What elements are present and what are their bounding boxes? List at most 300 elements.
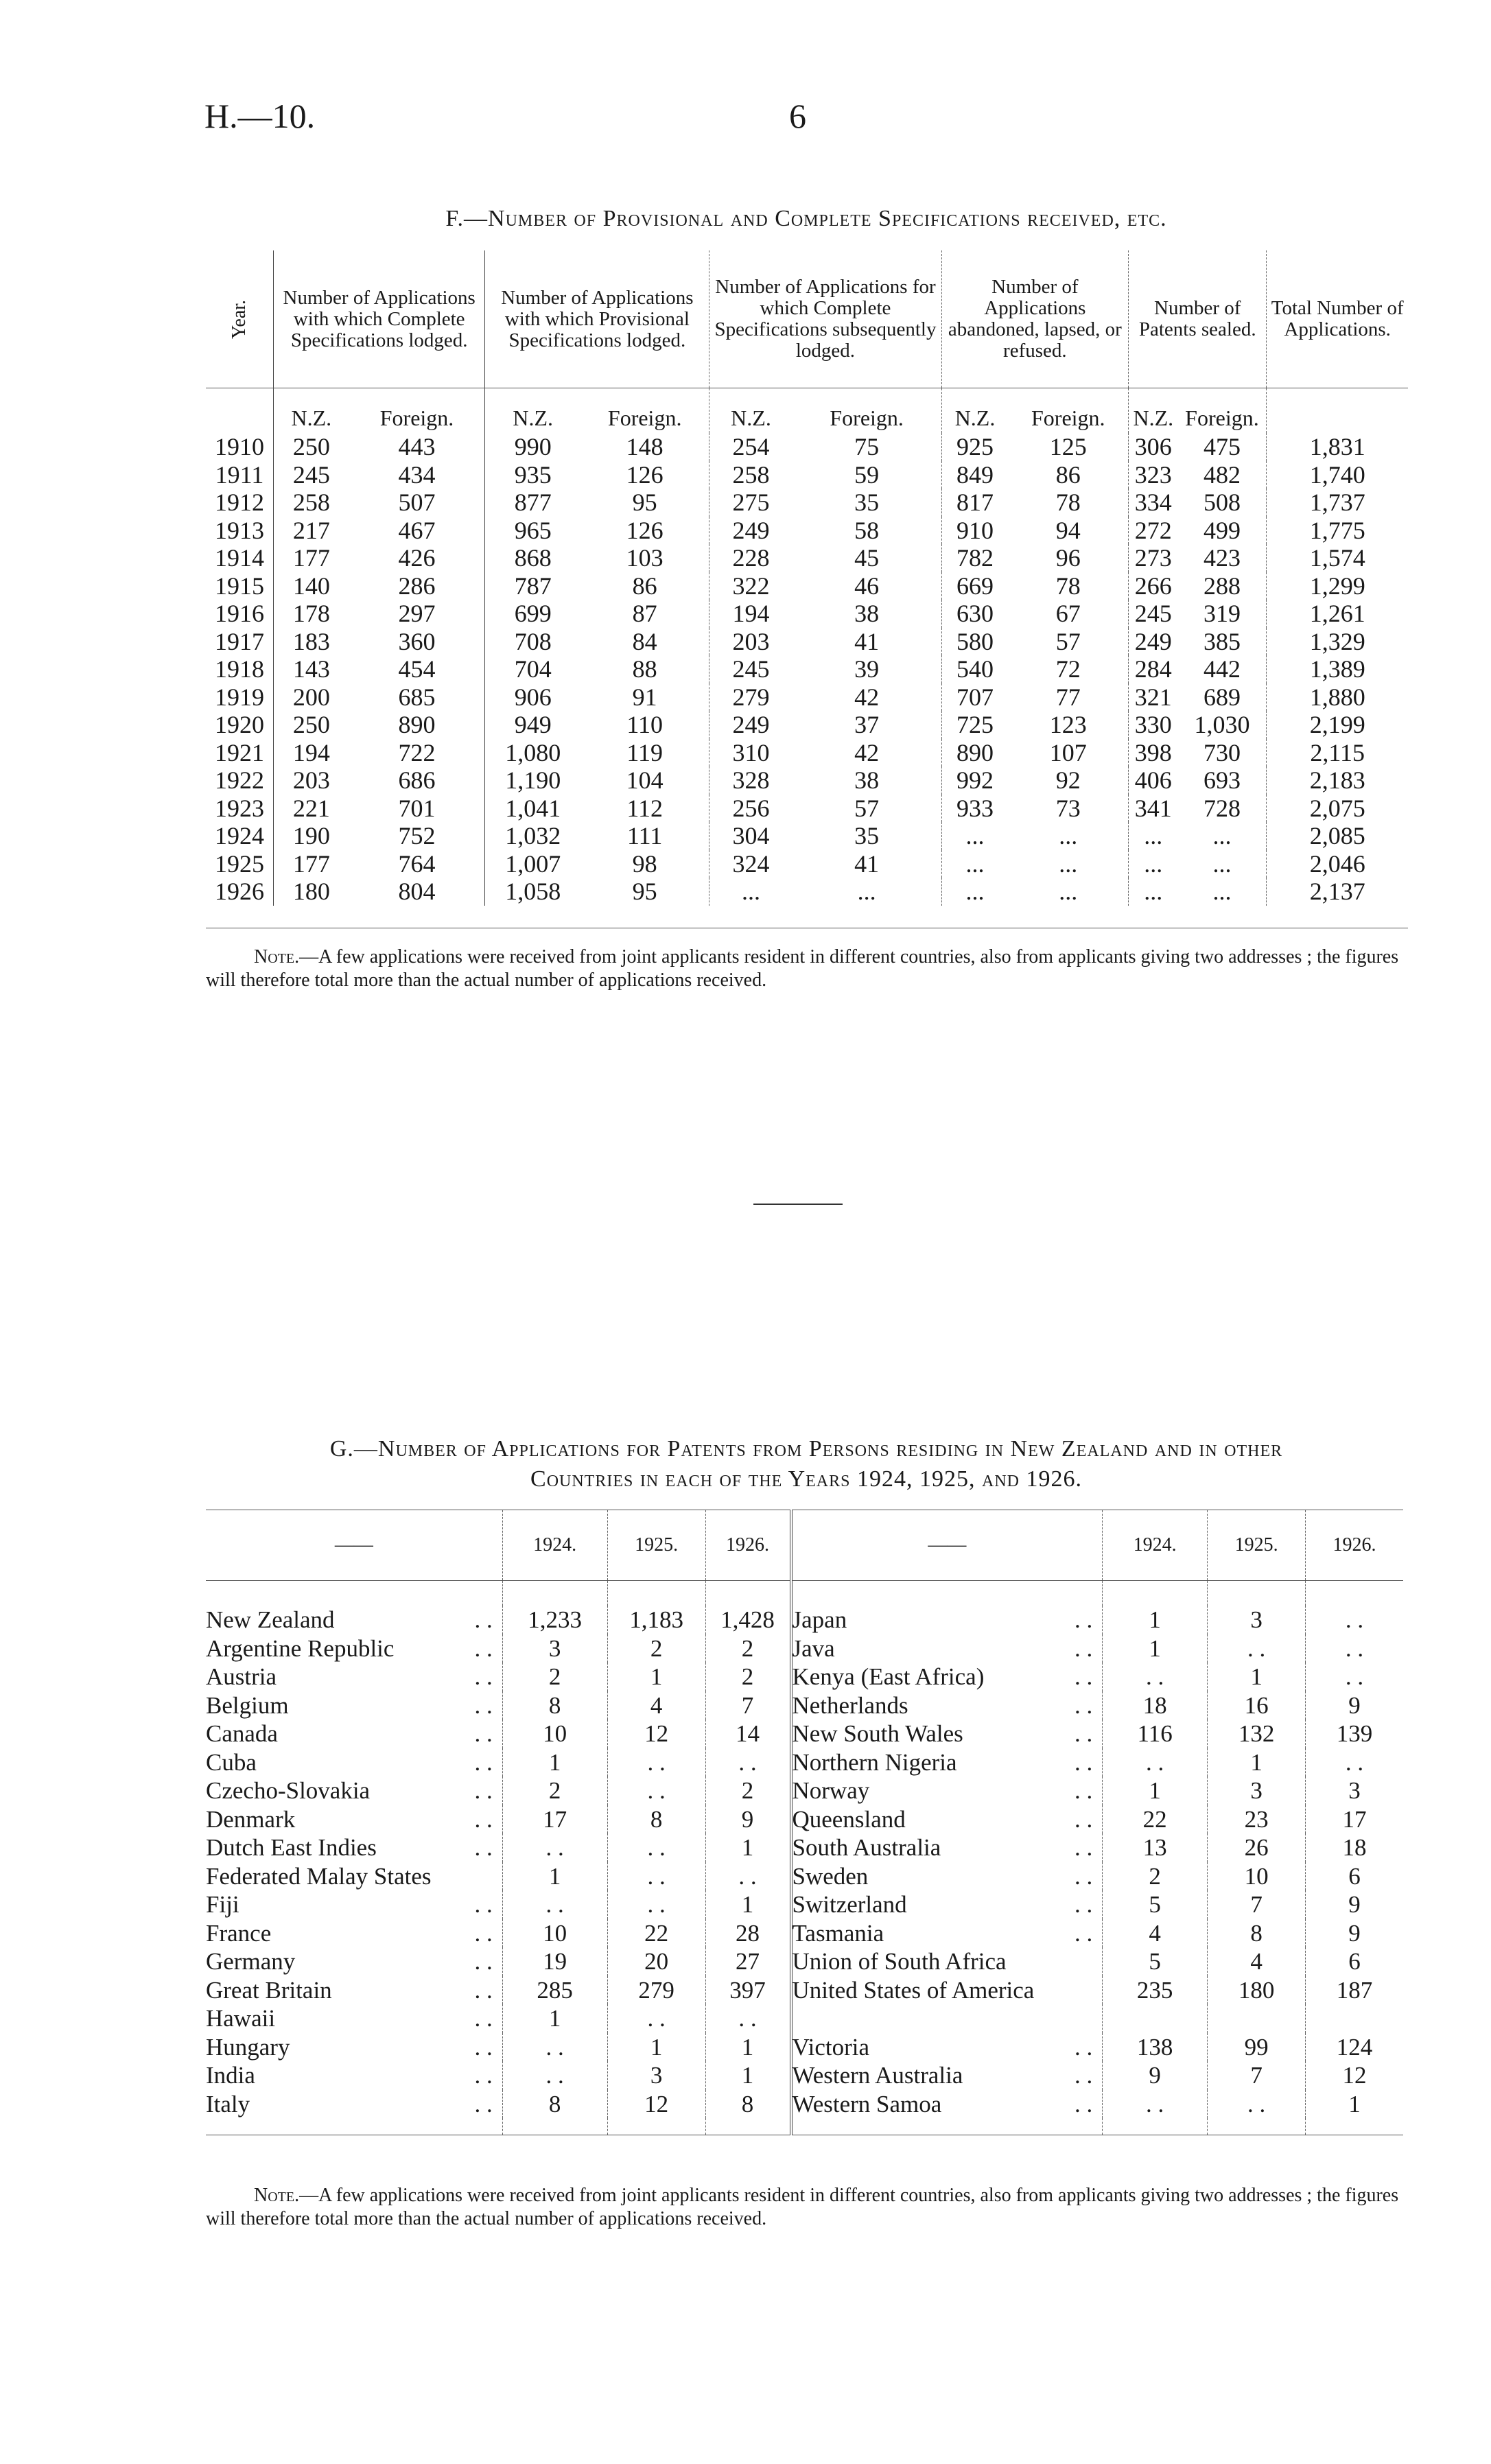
total-cell: 2,137 [1309, 878, 1365, 906]
value-cell: 273 [1134, 544, 1172, 572]
country-name: Czecho-Slovakia [206, 1777, 371, 1804]
value-1926: 17 [1342, 1805, 1367, 1833]
value-cell: 467 [349, 517, 485, 545]
value-cell: 266 [1134, 572, 1172, 600]
value-1924: 4 [1103, 1919, 1208, 1948]
value-cell: 256 [732, 794, 770, 822]
table-g-row [206, 1634, 1403, 1663]
value-cell: 57 [1008, 628, 1128, 656]
value-cell: 258 [732, 460, 770, 489]
table-f-row [206, 878, 1408, 906]
leader-dots: . . [1074, 1891, 1093, 1918]
table-g-row [206, 1833, 1403, 1862]
value-cell: ... [1008, 850, 1128, 878]
col-sealed-header: Number of Patents sealed. [1129, 250, 1267, 388]
value-1924: 285 [502, 1976, 607, 2005]
value-1926: 6 [1348, 1948, 1361, 1975]
value-1926: 2 [705, 1634, 790, 1663]
value-cell: 190 [292, 822, 330, 850]
value-cell: 41 [793, 628, 941, 656]
table-f-row [206, 739, 1408, 767]
country-cell [791, 1776, 1103, 1805]
total-cell: 1,574 [1309, 544, 1365, 572]
value-1924: 235 [1103, 1976, 1208, 2033]
value-cell: ... [1177, 850, 1266, 878]
value-1924: . . [1103, 2090, 1208, 2119]
value-cell: 200 [292, 683, 330, 711]
value-cell: 45 [793, 544, 941, 572]
value-cell: 730 [1177, 739, 1266, 767]
value-cell: 119 [580, 739, 709, 767]
leader-dots: . . [1074, 1862, 1093, 1890]
country-name: Norway [792, 1777, 870, 1804]
country-name: Denmark [206, 1805, 296, 1833]
country-name: Sweden [792, 1862, 869, 1890]
country-cell [206, 1833, 502, 1862]
value-cell: 221 [292, 794, 330, 822]
country-cell [791, 2061, 1103, 2090]
country-name: Western Samoa [792, 2090, 942, 2117]
value-1925: 99 [1208, 2033, 1306, 2062]
value-1925: 180 [1208, 1976, 1306, 2033]
value-1926: 9 [705, 1805, 790, 1834]
value-1924: 8 [502, 2090, 607, 2119]
leader-dots: . . [474, 1691, 493, 1719]
leader-dots: . . [1074, 1805, 1093, 1833]
value-cell: 540 [956, 655, 994, 683]
value-cell: 228 [732, 544, 770, 572]
country-name: Kenya (East Africa) [792, 1663, 985, 1690]
value-cell: 95 [580, 878, 709, 906]
value-cell: 98 [580, 850, 709, 878]
table-f-row [206, 517, 1408, 545]
value-1926: 9 [1348, 1919, 1361, 1947]
country-cell [791, 1691, 1103, 1720]
value-cell: 1,058 [505, 878, 561, 906]
value-cell: 782 [956, 544, 994, 572]
value-cell: 990 [514, 433, 552, 461]
year-cell: 1924 [206, 822, 274, 850]
col-total-header: Total Number of Applications. [1267, 250, 1408, 388]
value-1926: . . [705, 2004, 790, 2033]
g-left-country-header: —— [206, 1510, 502, 1581]
year-cell: 1923 [206, 795, 274, 823]
country-cell [206, 1634, 502, 1663]
value-1925: 4 [607, 1691, 705, 1720]
leader-dots: . . [474, 1919, 493, 1947]
value-cell: 203 [732, 627, 770, 655]
value-cell: 250 [292, 433, 330, 461]
total-cell: 2,183 [1309, 766, 1365, 795]
value-cell: 297 [349, 600, 485, 628]
table-g-row [206, 1890, 1403, 1919]
value-cell: 104 [580, 766, 709, 795]
year-cell: 1919 [206, 683, 274, 712]
leader-dots: . . [474, 1720, 493, 1747]
value-cell: 42 [793, 683, 941, 712]
value-1926: 27 [705, 1947, 790, 1976]
table-g-row [206, 1606, 1403, 1634]
table-g-row [206, 1663, 1403, 1691]
value-cell: 46 [793, 572, 941, 600]
value-cell: ... [1144, 822, 1163, 850]
value-cell: 322 [732, 572, 770, 600]
value-1924: 138 [1103, 2033, 1208, 2062]
value-1926: 1 [1348, 2090, 1361, 2117]
table-g-row [206, 1805, 1403, 1834]
country-cell [206, 1720, 502, 1748]
value-cell: 107 [1008, 739, 1128, 767]
value-cell: 72 [1008, 655, 1128, 683]
leader-dots: . . [1074, 1606, 1093, 1633]
value-cell: ... [1144, 849, 1163, 878]
value-cell: 183 [292, 627, 330, 655]
value-cell: 180 [292, 878, 330, 906]
country-cell [206, 1976, 502, 2005]
value-cell: 701 [349, 795, 485, 823]
table-f-note-label: Note. [254, 946, 300, 967]
table-g-title [206, 1434, 1407, 1494]
country-name: Fiji [206, 1891, 239, 1918]
value-cell: 38 [793, 766, 941, 795]
total-cell: 1,740 [1309, 460, 1365, 489]
value-cell: 88 [580, 655, 709, 683]
country-name: India [206, 2062, 255, 2089]
country-cell [791, 1805, 1103, 1834]
value-1926: 14 [705, 1720, 790, 1748]
table-f-row [206, 766, 1408, 795]
value-1925: 1 [1208, 1663, 1306, 1691]
value-cell: 87 [580, 600, 709, 628]
table-f-row [206, 600, 1408, 628]
value-cell: 94 [1008, 517, 1128, 545]
value-cell: 78 [1008, 489, 1128, 517]
col-year-header: Year. [206, 250, 274, 388]
country-cell [791, 2033, 1103, 2062]
value-cell: 140 [292, 572, 330, 600]
value-cell: 254 [732, 433, 770, 461]
country-cell [206, 2004, 502, 2033]
country-name: Hungary [206, 2033, 290, 2061]
table-f-note [206, 946, 1407, 992]
sub-foreign: Foreign. [793, 388, 941, 434]
country-name: United States of America [792, 1976, 1035, 2004]
value-cell: 194 [732, 600, 770, 628]
value-1926: 7 [705, 1691, 790, 1720]
value-1926: 139 [1336, 1720, 1373, 1747]
table-f-title [206, 206, 1407, 232]
country-name: Victoria [792, 2033, 870, 2061]
table-f [206, 250, 1408, 928]
sub-foreign: Foreign. [349, 388, 485, 434]
table-g-row [206, 1720, 1403, 1748]
value-cell: 752 [349, 822, 485, 850]
table-g-row [206, 2033, 1403, 2062]
value-cell: 86 [1008, 461, 1128, 489]
value-1925: . . [1208, 2090, 1306, 2119]
value-1924: 1 [1103, 1606, 1208, 1634]
value-cell: 91 [580, 683, 709, 712]
year-cell: 1911 [206, 461, 274, 489]
value-cell: ... [1177, 878, 1266, 906]
table-f-row [206, 544, 1408, 572]
value-cell: 1,032 [505, 822, 561, 850]
table-g-row [206, 1919, 1403, 1948]
value-cell: 925 [956, 433, 994, 461]
leader-dots: . . [1074, 1777, 1093, 1804]
table-f-row [206, 822, 1408, 850]
value-cell: 360 [349, 628, 485, 656]
value-cell: 499 [1177, 517, 1266, 545]
country-name: Argentine Republic [206, 1634, 395, 1662]
value-1926: 124 [1336, 2033, 1373, 2061]
table-f-row [206, 711, 1408, 739]
value-cell: 1,030 [1177, 711, 1266, 739]
country-cell [206, 2061, 502, 2090]
value-cell: 245 [292, 460, 330, 489]
country-name: Japan [792, 1606, 847, 1633]
country-cell [206, 1919, 502, 1948]
value-1924: 1 [1103, 1776, 1208, 1805]
value-cell: 933 [956, 794, 994, 822]
value-1926: 12 [1342, 2062, 1367, 2089]
country-name: New Zealand [206, 1606, 335, 1633]
value-cell: 764 [349, 850, 485, 878]
value-1926: 397 [705, 1976, 790, 2005]
leader-dots: . . [474, 2062, 493, 2089]
value-1924: 1 [502, 2004, 607, 2033]
value-cell: 849 [956, 460, 994, 489]
value-1924: 10 [502, 1720, 607, 1748]
value-1924: 1 [502, 1748, 607, 1777]
country-name: Netherlands [792, 1691, 908, 1719]
value-cell: 965 [514, 516, 552, 544]
country-name: Queensland [792, 1805, 906, 1833]
value-1924: 1 [1103, 1634, 1208, 1663]
country-cell [791, 1890, 1103, 1919]
value-cell: 423 [1177, 544, 1266, 572]
value-cell: 330 [1134, 711, 1172, 739]
col-subsequent-header: Number of Applications for which Complete Specifications subsequently lodged. [709, 250, 941, 388]
total-cell: 2,046 [1309, 849, 1365, 878]
sub-foreign: Foreign. [1008, 388, 1128, 434]
document-code: H.—10. [204, 97, 316, 135]
value-1926: 2 [705, 1776, 790, 1805]
value-1924: 17 [502, 1805, 607, 1834]
table-f-row [206, 795, 1408, 823]
value-1926: 28 [705, 1919, 790, 1948]
country-name: South Australia [792, 1834, 941, 1861]
country-cell [791, 1919, 1103, 1948]
value-cell: 35 [793, 489, 941, 517]
value-cell: 57 [793, 795, 941, 823]
country-name: France [206, 1919, 272, 1947]
country-cell [206, 1663, 502, 1691]
value-cell: 178 [292, 600, 330, 628]
year-cell: 1926 [206, 878, 274, 906]
value-1925: . . [607, 1890, 705, 1919]
table-f-note-text: —A few applications were received from joint applicants resident in different countries, also from applicants giving two addresses ; the figures will therefore total more than the actual number of applications received. [206, 946, 1399, 991]
country-name: Western Australia [792, 2062, 963, 2089]
value-1925: 3 [1208, 1776, 1306, 1805]
value-1924: 10 [502, 1919, 607, 1948]
value-1925: . . [607, 1862, 705, 1891]
country-name: Germany [206, 1948, 296, 1975]
leader-dots: . . [474, 2090, 493, 2117]
value-1925: . . [607, 2004, 705, 2033]
value-1924: 18 [1103, 1691, 1208, 1720]
value-cell: 272 [1134, 516, 1172, 544]
value-cell: 67 [1008, 600, 1128, 628]
value-cell: 877 [514, 489, 552, 517]
country-cell [206, 1947, 502, 1976]
value-cell: 319 [1177, 600, 1266, 628]
country-name: Great Britain [206, 1976, 332, 2004]
country-cell [206, 1862, 502, 1891]
value-cell: ... [1144, 878, 1163, 906]
value-1925: 1 [1208, 1748, 1306, 1777]
sub-foreign: Foreign. [1177, 388, 1266, 434]
sub-foreign: Foreign. [580, 388, 709, 434]
country-cell [791, 1862, 1103, 1891]
value-1925: . . [607, 1776, 705, 1805]
value-1924: 8 [502, 1691, 607, 1720]
country-name: Tasmania [792, 1919, 884, 1947]
sub-nz: N.Z. [291, 405, 332, 430]
value-cell: 707 [956, 683, 994, 711]
value-cell: 341 [1134, 794, 1172, 822]
value-cell: 41 [793, 850, 941, 878]
value-cell: 992 [956, 766, 994, 795]
total-cell: 1,261 [1309, 600, 1365, 628]
value-1925: 4 [1208, 1947, 1306, 1976]
leader-dots: . . [1074, 1691, 1093, 1719]
table-g-row [206, 2090, 1403, 2119]
value-1926: 6 [1348, 1862, 1361, 1890]
value-cell: 935 [514, 460, 552, 489]
year-cell: 1921 [206, 739, 274, 767]
value-cell: 245 [732, 655, 770, 683]
country-cell [206, 1890, 502, 1919]
value-1925: 26 [1208, 1833, 1306, 1862]
value-cell: ... [965, 849, 985, 878]
value-cell: 86 [580, 572, 709, 600]
country-name: New South Wales [792, 1720, 963, 1747]
value-1924: 116 [1103, 1720, 1208, 1748]
leader-dots: . . [474, 1891, 493, 1918]
value-1926: . . [705, 1748, 790, 1777]
value-1925: . . [607, 1833, 705, 1862]
country-cell [206, 1748, 502, 1777]
year-cell: 1917 [206, 628, 274, 656]
value-cell: 630 [956, 600, 994, 628]
leader-dots: . . [474, 1976, 493, 2004]
value-cell: 96 [1008, 544, 1128, 572]
col-provisional-header: Number of Applications with which Provisional Specifications lodged. [485, 250, 709, 388]
value-cell: 334 [1134, 489, 1172, 517]
total-cell: 2,199 [1309, 711, 1365, 739]
value-cell: 725 [956, 711, 994, 739]
value-1924: 2 [502, 1663, 607, 1691]
year-cell: 1915 [206, 572, 274, 600]
value-cell: 95 [580, 489, 709, 517]
value-1924: 5 [1103, 1890, 1208, 1919]
value-1924: . . [1103, 1748, 1208, 1777]
value-cell: 92 [1008, 766, 1128, 795]
value-cell: 1,041 [505, 794, 561, 822]
value-cell: 249 [732, 516, 770, 544]
value-cell: 580 [956, 627, 994, 655]
value-cell: 321 [1134, 683, 1172, 711]
value-cell: 722 [349, 739, 485, 767]
value-1925: 1 [607, 2033, 705, 2062]
table-f-row [206, 683, 1408, 712]
total-cell: 1,737 [1309, 489, 1365, 517]
col-abandoned-header: Number of Applications abandoned, lapsed, or refused. [941, 250, 1128, 388]
value-cell: ... [1008, 878, 1128, 906]
value-1924: . . [1103, 1663, 1208, 1691]
country-cell [791, 1947, 1103, 1976]
table-g-title-prefix: G.— [329, 1436, 378, 1462]
value-cell: 284 [1134, 655, 1172, 683]
leader-dots: . . [1074, 1919, 1093, 1947]
country-name: Union of South Africa [792, 1948, 1007, 1975]
value-cell: 704 [514, 655, 552, 683]
value-cell: 304 [732, 822, 770, 850]
value-1926: 2 [705, 1663, 790, 1691]
sub-nz: N.Z. [731, 405, 771, 430]
value-cell: 249 [1134, 627, 1172, 655]
value-1924: . . [502, 2033, 607, 2062]
page-number: 6 [789, 97, 806, 135]
value-1926: . . [1345, 1634, 1364, 1662]
leader-dots: . . [474, 1606, 493, 1633]
value-1926: 9 [1348, 1691, 1361, 1719]
g-right-1926-header: 1926. [1306, 1510, 1403, 1581]
value-cell: ... [1008, 822, 1128, 850]
country-name: Canada [206, 1720, 278, 1747]
table-f-row [206, 628, 1408, 656]
value-1926: 3 [1348, 1777, 1361, 1804]
value-cell: 442 [1177, 655, 1266, 683]
table-g-note-label: Note. [254, 2185, 300, 2206]
total-cell: 2,115 [1310, 738, 1365, 766]
value-cell: 35 [793, 822, 941, 850]
value-cell: 38 [793, 600, 941, 628]
value-1926: 187 [1336, 1976, 1373, 2004]
country-name: Italy [206, 2090, 250, 2117]
value-cell: 910 [956, 516, 994, 544]
value-1926: . . [705, 1862, 790, 1891]
value-cell: 434 [349, 461, 485, 489]
table-f-row [206, 489, 1408, 517]
value-1926: 1,428 [705, 1606, 790, 1634]
total-cell: 1,299 [1309, 572, 1365, 600]
value-cell: 890 [956, 738, 994, 766]
leader-dots: . . [1074, 1834, 1093, 1861]
value-1924: . . [502, 1833, 607, 1862]
leader-dots: . . [474, 1748, 493, 1776]
leader-dots: . . [1074, 2062, 1093, 2089]
value-cell: ... [741, 878, 760, 906]
value-cell: 385 [1177, 628, 1266, 656]
g-left-1925-header: 1925. [607, 1510, 705, 1581]
value-1925: 1,183 [607, 1606, 705, 1634]
value-cell: 1,190 [505, 766, 561, 795]
value-cell: 75 [793, 433, 941, 461]
g-right-1925-header: 1925. [1208, 1510, 1306, 1581]
country-cell [206, 1805, 502, 1834]
